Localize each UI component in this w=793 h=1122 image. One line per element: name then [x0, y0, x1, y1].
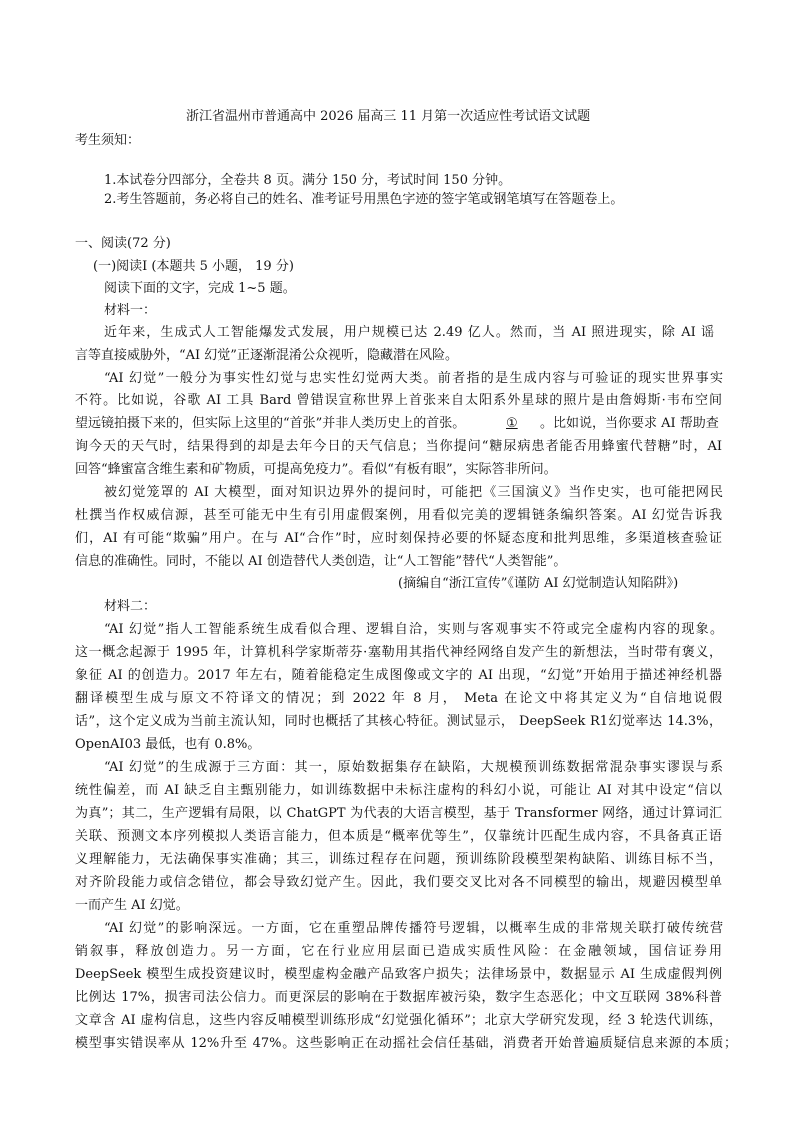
paragraph-line: 义理解能力，无法确保事实准确；其三，训练过程存在问题，预训练阶段模型架构缺陷、训练目标不当，	[75, 852, 722, 867]
paragraph-line: 被幻觉笼罩的 AI 大模型，面对知识边界外的提问时，可能把《三国演义》当作史实，也可能把网民	[104, 485, 723, 500]
paragraph-line: 询今天的天气时，结果得到的却是去年今日的天气信息；当你提问“糖尿病患者能否用蜂蜜代替糖”时，AI	[75, 439, 722, 454]
paragraph-line: 不符。比如说，谷歌 AI 工具 Bard 曾错误宣称世界上首张来自太阳系外星球的照片是由詹姆斯·韦布空间	[75, 393, 722, 408]
paragraph-line: 文章含 AI 虚构信息，这些内容反哺模型训练形成“幻觉强化循环”；北京大学研究发现，经 3 轮迭代训练，	[75, 1013, 722, 1028]
paragraph-line: “AI 幻觉”一般分为事实性幻觉与忠实性幻觉两大类。前者指的是生成内容与可验证的现实世界事实	[104, 371, 723, 386]
paragraph-line: 这一概念起源于 1995 年，计算机科学家斯蒂芬·塞勒用其指代神经网络自发产生的新想法，当时带有褒义，	[75, 645, 722, 660]
paragraph-line: OpenAI03 最低，也有 0.8%。	[75, 737, 261, 752]
paragraph-line: 。比如说，当你要求 AI 帮助查	[540, 416, 719, 431]
paragraph-line: 望远镜拍摄下来的，但实际上这里的“首张”并非人类历史上的首张。	[75, 416, 466, 431]
material-label: 材料一：	[104, 303, 157, 318]
paragraph-line: 一而产生 AI 幻觉。	[75, 898, 189, 913]
subsection-heading: (一)阅读Ⅰ (本题共 5 小题， 19 分)	[93, 259, 294, 274]
paragraph-line: 统性偏差，而 AI 缺乏自主甄别能力，如训练数据中未标注虚构的科幻小说，可能让 AI 对其中设定“信以	[75, 783, 722, 798]
fill-blank	[500, 413, 524, 436]
paragraph-line: 模型事实错误率从 12%升至 47%。这些影响正在动摇社会信任基础，消费者开始普遍质疑信息来源的本质；	[75, 1036, 737, 1051]
paragraph-line: 比例达 17%，损害司法公信力。而更深层的影响在于数据库被污染，数字生态恶化；中文互联网 38%科普	[75, 990, 722, 1005]
paragraph-line: 象征 AI 的创造力。2017 年左右，随着能稳定生成图像或文字的 AI 出现，“幻觉”开始用于描述神经机器	[75, 668, 722, 683]
notice-item: 1.本试卷分四部分，全卷共 8 页。满分 150 分，考试时间 150 分钟。	[104, 173, 512, 188]
exam-title: 浙江省温州市普通高中 2026 届高三 11 月第一次适应性考试语文试题	[186, 109, 591, 124]
paragraph-line: DeepSeek 模型生成投资建议时，模型虚构金融产品致客户损失；法律场景中，数据显示 AI 生成虚假判例	[75, 967, 722, 982]
section-heading: 一、阅读(72 分)	[75, 236, 171, 251]
paragraph-line: 话”，这个定义成为当前主流认知，同时也概括了其核心特征。测试显示， DeepSeek R1幻觉率达 14.3%，	[75, 714, 722, 729]
blank-marker: ①	[506, 416, 518, 431]
paragraph-line: 信息的准确性。同时，不能以 AI 创造替代人类创造，让“人工智能”替代“人类智能”。	[75, 554, 567, 569]
paragraph-line: “AI 幻觉”指人工智能系统生成看似合理、逻辑自洽，实则与客观事实不符或完全虚构内容的现象。	[104, 622, 723, 637]
instruction-text: 阅读下面的文字，完成 1~5 题。	[104, 281, 296, 296]
paragraph-line: 回答“蜂蜜富含维生素和矿物质，可提高免疫力”。看似“有板有眼”，实际答非所问。	[75, 462, 557, 477]
paragraph-line: 关联、预测文本序列模拟人类语言能力，但本质是“概率优等生”，仅靠统计匹配生成内容，不具备真正语	[75, 829, 722, 844]
paragraph-line: 销叙事，释放创造力。另一方面，它在行业应用层面已造成实质性风险：在金融领域，国信证券用	[75, 944, 722, 959]
paragraph-line: 为真”；其二，生产逻辑有局限，以 ChatGPT 为代表的大语言模型，基于 Transformer 网络，通过计算词汇	[75, 806, 722, 821]
paragraph-line: “AI 幻觉”的生成源于三方面：其一，原始数据集存在缺陷，大规模预训练数据常混杂事实谬误与系	[104, 760, 723, 775]
notice-item: 2.考生答题前，务必将自己的姓名、准考证号用黑色字迹的签字笔或钢笔填写在答题卷上。	[104, 192, 624, 207]
source-citation: (摘编自“浙江宣传”《谨防 AI 幻觉制造认知陷阱》)	[398, 576, 679, 591]
paragraph-line: 对齐阶段能力或信念错位，都会导致幻觉产生。因此，我们要交叉比对各不同模型的输出，规避因模型单	[75, 875, 722, 890]
material-label: 材料二：	[104, 599, 157, 614]
paragraph-line: 翻译模型生成与原文不符译文的情况；到 2022 年 8 月， Meta 在论文中将其定义为“自信地说假	[75, 691, 722, 706]
notice-heading: 考生须知：	[75, 133, 141, 148]
paragraph-line: “AI 幻觉”的影响深远。一方面，它在重塑品牌传播符号逻辑，以概率生成的非常规关联打破传统营	[104, 921, 723, 936]
paragraph-line: 们，AI 有可能“欺骗”用户。在与 AI“合作”时，应时刻保持必要的怀疑态度和批判思维，多渠道核查验证	[75, 531, 722, 546]
paragraph-line: 近年来，生成式人工智能爆发式发展，用户规模已达 2.49 亿人。然而，当 AI 照进现实，除 AI 谣	[104, 325, 714, 340]
paragraph-line: 言等直接威胁外，“AI 幻觉”正逐渐混淆公众视听，隐藏潜在风险。	[75, 348, 458, 363]
paragraph-line: 杜撰当作权威信源，甚至可能无中生有引用虚假案例，用看似完美的逻辑链条编织答案。AI 幻觉告诉我	[75, 508, 722, 523]
